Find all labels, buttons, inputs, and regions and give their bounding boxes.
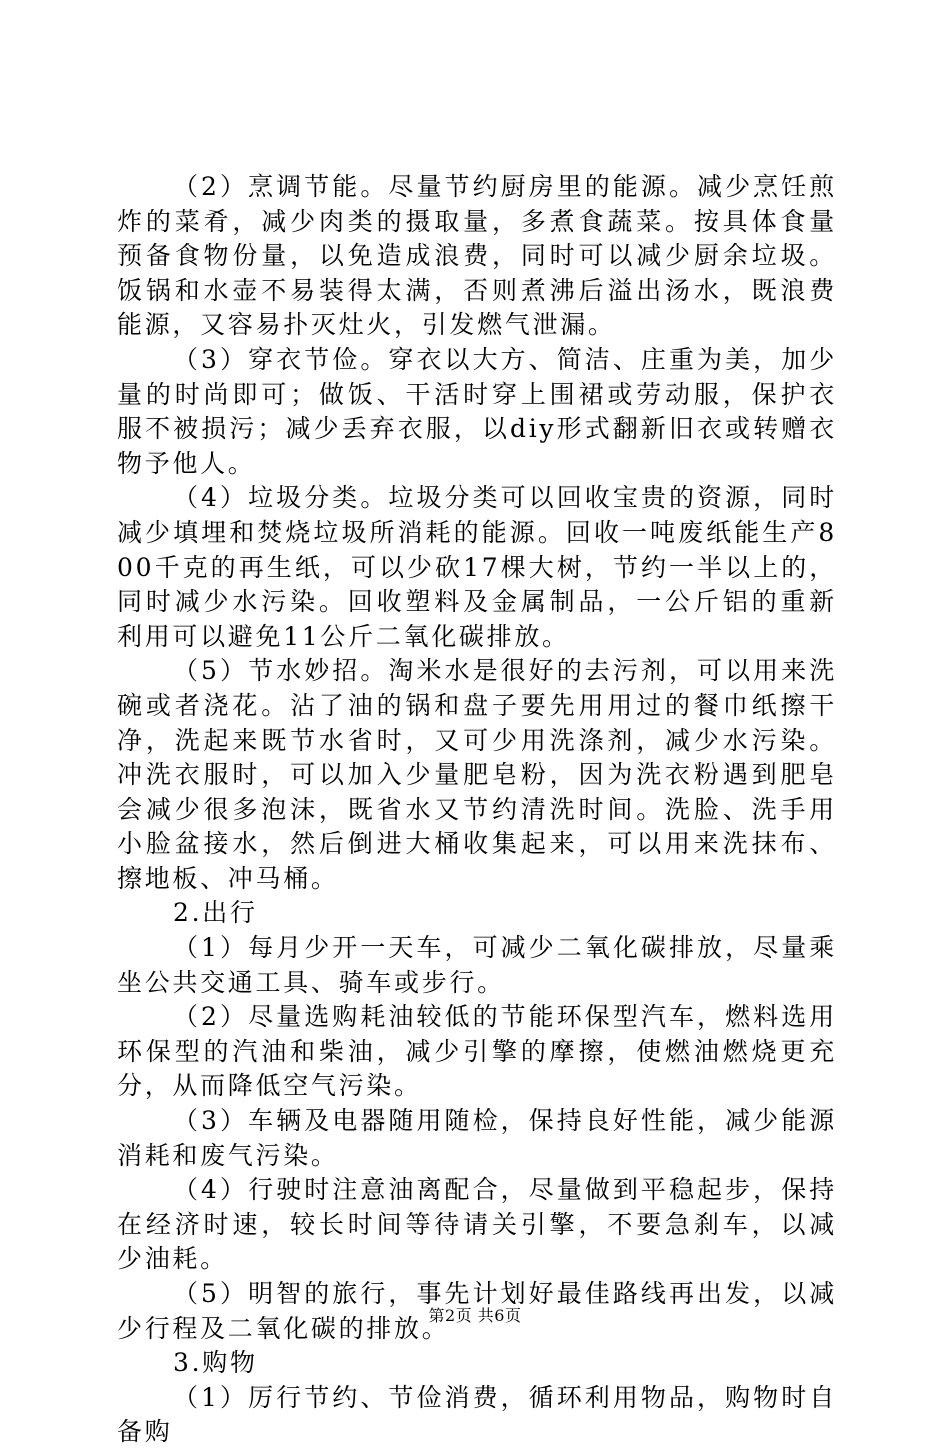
paragraph-water-saving: （5）节水妙招。淘米水是很好的去污剂，可以用来洗碗或者浇花。沾了油的锅和盘子要先用用过的餐巾纸擦干净，洗起来既节水省时，又可少用洗涤剂，减少水污染。冲洗衣服时，可以加入少量肥皂粉，因为洗衣粉遇到肥皂会减少很多泡沫，既省水又节约清洗时间。洗脸、洗手用小脸盆接水，然后倒进大桶收集起来，可以用来洗抹布、擦地板、冲马桶。	[117, 656, 837, 893]
section-heading-travel: 2.出行	[173, 898, 258, 928]
paragraph-garbage-sorting: （4）垃圾分类。垃圾分类可以回收宝贵的资源，同时减少填埋和焚烧垃圾所消耗的能源。回收一吨废纸能生产800千克的再生纸，可以少砍17棵大树，节约一半以上的，同时减少水污染。回收塑料及金属制品，一公斤铝的重新利用可以避免11公斤二氧化碳排放。	[117, 483, 837, 651]
page-footer: 第2页 共6页	[428, 1306, 522, 1325]
document-body	[117, 170, 837, 1450]
paragraph-travel-3: （3）车辆及电器随用随检，保持良好性能，减少能源消耗和废气污染。	[117, 1106, 837, 1170]
paragraph-shopping-1: （1）厉行节约、节俭消费，循环利用物品，购物时自备购	[117, 1382, 837, 1447]
paragraph-travel-2: （2）尽量选购耗油较低的节能环保型汽车，燃料选用环保型的汽油和柴油，减少引擎的摩擦，使燃油燃烧更充分，从而降低空气污染。	[117, 1002, 837, 1101]
paragraph-travel-5: （5）明智的旅行，事先计划好最佳路线再出发，以减少行程及二氧化碳的排放。	[117, 1279, 837, 1343]
paragraph-travel-1: （1）每月少开一天车，可减少二氧化碳排放，尽量乘坐公共交通工具、骑车或步行。	[117, 933, 837, 997]
paragraph-cooking: （2）烹调节能。尽量节约厨房里的能源。减少烹饪煎炸的菜肴，减少肉类的摄取量，多煮食蔬菜。按具体食量预备食物份量，以免造成浪费，同时可以减少厨余垃圾。饭锅和水壶不易装得太满，否则煮沸后溢出汤水，既浪费能源，又容易扑灭灶火，引发燃气泄漏。	[117, 172, 837, 340]
section-heading-shopping: 3.购物	[173, 1348, 258, 1378]
paragraph-travel-4: （4）行驶时注意油离配合，尽量做到平稳起步，保持在经济时速，较长时间等待请关引擎，不要急刹车，以减少油耗。	[117, 1175, 837, 1274]
paragraph-clothing: （3）穿衣节俭。穿衣以大方、简洁、庄重为美，加少量的时尚即可；做饭、干活时穿上围裙或劳动服，保护衣服不被损污；减少丢弃衣服，以diy形式翻新旧衣或转赠衣物予他人。	[117, 344, 837, 478]
